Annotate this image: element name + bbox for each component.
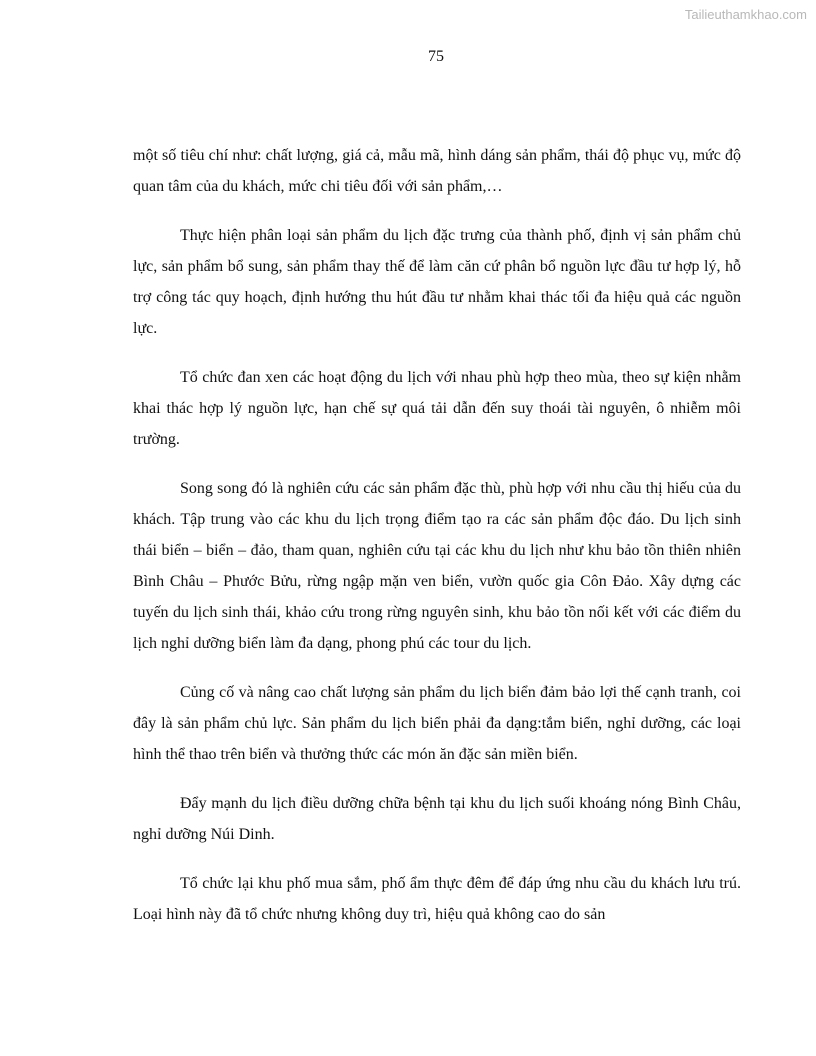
paragraph-continuation: một số tiêu chí như: chất lượng, giá cả, mẫu mã, hình dáng sản phẩm, thái độ phục vụ, mức độ quan tâm của du khách, mức chi tiêu đối với sản phẩm,… [133, 147, 741, 195]
watermark: Tailieuthamkhao.com [684, 7, 807, 22]
paragraph-special-products: Song song đó là nghiên cứu các sản phẩm đặc thù, phù hợp với nhu cầu thị hiếu của du khách. Tập trung vào các khu du lịch trọng điểm tạo ra các sản phẩm độc đáo. Du lịch sinh thái biển – biển – đảo, tham quan, nghiên cứu tại các khu du lịch như khu bảo tồn thiên nhiên Bình Châu – Phước Bửu, rừng ngập mặn ven biển, vườn quốc gia Côn Đảo. Xây dựng các tuyến du lịch sinh thái, khảo cứu trong rừng nguyên sinh, khu bảo tồn nối kết với các điểm du lịch nghỉ dưỡng biển làm đa dạng, phong phú các tour du lịch. [133, 480, 741, 652]
paragraph-seasonal-activities: Tổ chức đan xen các hoạt động du lịch với nhau phù hợp theo mùa, theo sự kiện nhằm khai thác hợp lý nguồn lực, hạn chế sự quá tải dẫn đến suy thoái tài nguyên, ô nhiễm môi trường. [133, 369, 741, 448]
paragraph-shopping-street: Tổ chức lại khu phố mua sắm, phố ẩm thực đêm để đáp ứng nhu cầu du khách lưu trú. Loại hình này đã tổ chức nhưng không duy trì, hiệu quả không cao do sản [133, 875, 741, 923]
paragraph-sea-tourism: Củng cố và nâng cao chất lượng sản phẩm du lịch biển đảm bảo lợi thế cạnh tranh, coi đây là sản phẩm chủ lực. Sản phẩm du lịch biển phải đa dạng:tắm biển, nghỉ dưỡng, các loại hình thể thao trên biển và thưởng thức các món ăn đặc sản miền biển. [133, 684, 741, 763]
paragraph-product-classification: Thực hiện phân loại sản phẩm du lịch đặc trưng của thành phố, định vị sản phẩm chủ lực, sản phẩm bổ sung, sản phẩm thay thế để làm căn cứ phân bổ nguồn lực đầu tư hợp lý, hỗ trợ công tác quy hoạch, định hướng thu hút đầu tư nhằm khai thác tối đa hiệu quả các nguồn lực. [133, 227, 741, 337]
document-body [133, 140, 741, 948]
paragraph-health-tourism: Đẩy mạnh du lịch điều dưỡng chữa bệnh tại khu du lịch suối khoáng nóng Bình Châu, nghỉ dưỡng Núi Dinh. [133, 795, 741, 843]
page-number: 75 [428, 48, 444, 65]
